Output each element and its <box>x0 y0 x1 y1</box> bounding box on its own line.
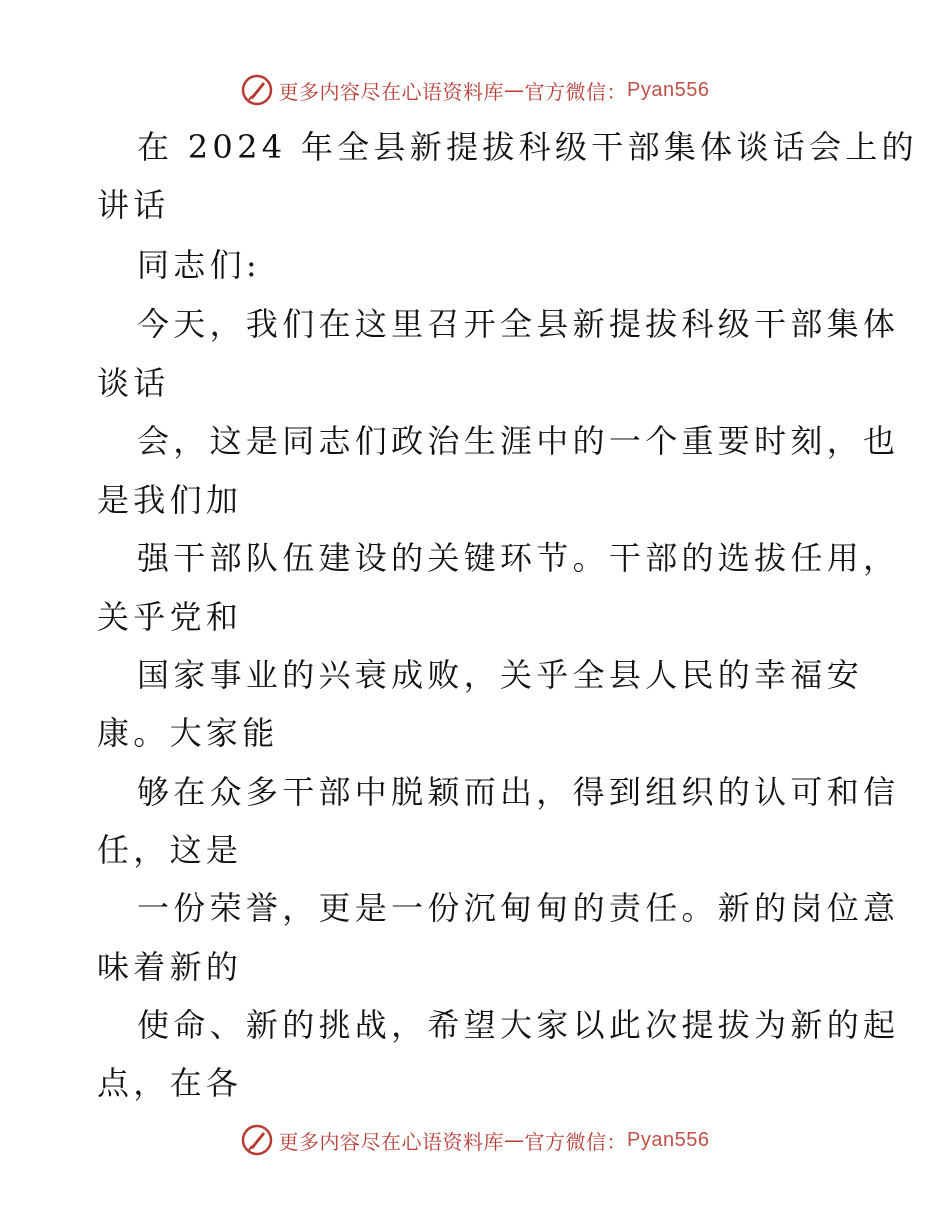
watermark-separator: — <box>504 1128 525 1152</box>
watermark-id: Pyan556 <box>627 78 710 101</box>
quill-logo-icon <box>241 1124 273 1156</box>
paragraph-line: 够在众多干部中脱颖而出，得到组织的认可和信 <box>137 773 900 811</box>
paragraph-line: 一份荣誉，更是一份沉甸甸的责任。新的岗位意 <box>137 889 900 927</box>
watermark-text: 更多内容尽在心语资料库 <box>278 79 505 104</box>
paragraph-line: 今天，我们在这里召开全县新提拔科级干部集体 <box>137 305 900 343</box>
paragraph-line: 是我们加 <box>97 481 243 519</box>
footer-watermark <box>0 1120 950 1160</box>
paragraph-line: 康。大家能 <box>97 714 279 752</box>
salutation: 同志们: <box>137 246 261 284</box>
paragraph-line: 使命、新的挑战，希望大家以此次提拔为新的起 <box>137 1006 900 1044</box>
paragraph-line: 强干部队伍建设的关键环节。干部的选拔任用， <box>137 539 900 577</box>
paragraph-line: 国家事业的兴衰成败，关乎全县人民的幸福安 <box>137 656 864 694</box>
paragraph-line: 关乎党和 <box>97 598 243 636</box>
paragraph-line: 任，这是 <box>97 831 243 869</box>
title-line-1: 在 2024 年全县新提拔科级干部集体谈话会上的 <box>137 128 918 166</box>
title-line-2: 讲话 <box>97 186 170 224</box>
paragraph-line: 谈话 <box>97 364 170 402</box>
paragraph-line: 味着新的 <box>97 948 243 986</box>
paragraph-line: 点，在各 <box>97 1064 243 1102</box>
paragraph-line: 会，这是同志们政治生涯中的一个重要时刻，也 <box>137 422 900 460</box>
quill-logo-icon <box>241 74 273 106</box>
watermark-label: 官方微信： <box>524 1129 628 1154</box>
header-watermark <box>0 70 950 110</box>
watermark-separator: — <box>504 78 525 102</box>
watermark-id: Pyan556 <box>627 1128 710 1151</box>
watermark-text: 更多内容尽在心语资料库 <box>278 1129 505 1154</box>
watermark-label: 官方微信： <box>524 79 628 104</box>
